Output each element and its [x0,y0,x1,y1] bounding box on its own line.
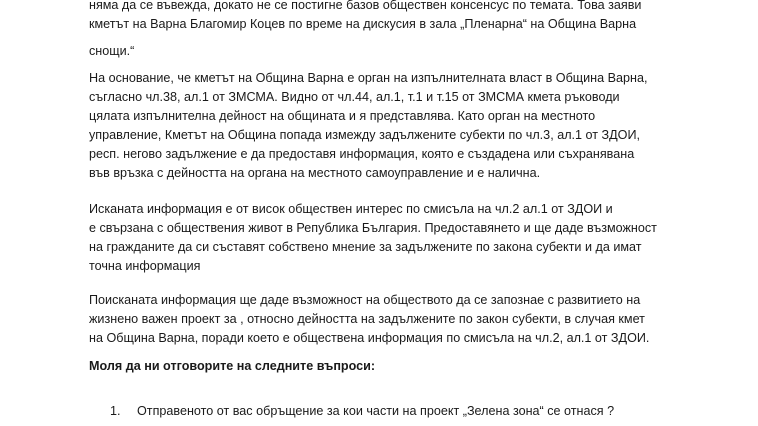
text-line: Поисканата информация ще даде възможност на обществото да се запознае с развитието на [89,293,641,307]
text-line: снощи.“ [89,44,135,58]
paragraph-legal-basis [89,69,719,183]
text-line: няма да се въвежда, докато не се постигне базов обществен консенсус по темата. Това заяви [89,0,642,12]
text-line: във връзка с дейността на органа на местното самоуправление и е налична. [89,166,541,180]
text-line: Моля да ни отговорите на следните въпроси: [89,359,376,373]
list-item [110,402,614,421]
paragraph-project [89,291,719,348]
questions-list [110,402,614,421]
text-line: кметът на Варна Благомир Коцев по време на дискусия в зала „Пленарна“ на Община Варна [89,17,637,31]
text-line: точна информация [89,259,201,273]
text-line: управление, Кметът на Община попада измежду задължените субекти по чл.3, ал.1 от ЗДОИ, [89,128,641,142]
text-line: жизнено важен проект за , относно дейността на задължените по закон субекти, в случая кмет [89,312,645,326]
text-line: на Община Варна, поради което е обществена информация по смисъла на чл.2, ал.1 от ЗДОИ. [89,331,650,345]
list-item-number: 1. [110,404,121,418]
text-line: цялата изпълнителна дейност на общината и я представлява. Като орган на местното [89,109,596,123]
text-line: на гражданите да си съставят собствено мнение за задължените по закона субекти и да имат [89,240,642,254]
text-line: респ. негово задължение е да предоставя информация, която е създадена или съхранявана [89,147,635,161]
list-item-text: Отправеното от вас обръщение за кои части на проект „Зелена зона“ се отнася ? [137,404,615,418]
text-line: е свързана с обществения живот в Република България. Предоставянето и ще даде възможност [89,221,657,235]
questions-heading [89,357,719,376]
paragraph-public-interest [89,200,719,276]
text-line: На основание, че кметът на Община Варна е орган на изпълнителната власт в Община Варна, [89,71,648,85]
paragraph-intro [89,0,719,61]
text-line: Исканата информация е от висок обществен интерес по смисъла на чл.2 ал.1 от ЗДОИ и [89,202,613,216]
text-line: съгласно чл.38, ал.1 от ЗМСМА. Видно от чл.44, ал.1, т.1 и т.15 от ЗМСМА кмета ръководи [89,90,620,104]
